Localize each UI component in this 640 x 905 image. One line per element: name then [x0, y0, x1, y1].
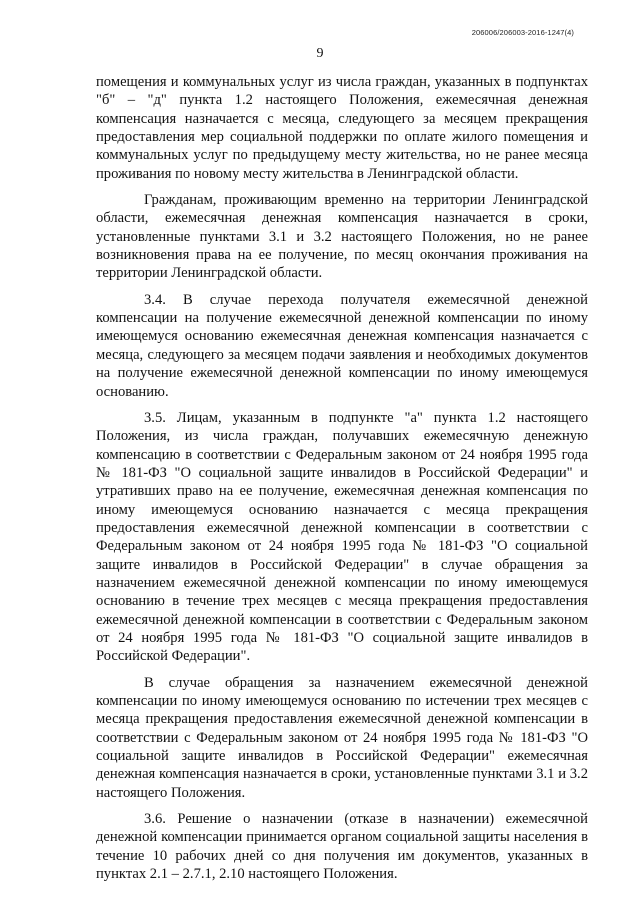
paragraph-3-5: 3.5. Лицам, указанным в подпункте "а" пункта 1.2 настоящего Положения, из числа граждан, получавших ежемесячную денежную компенсацию в соответствии с Федеральным законом от 24 ноября 1995 года № 181-ФЗ "О социальной защите инвалидов в Российской Федерации" и утративших право на ее получение, ежемесячная денежная компенсация по иному имеющемуся основанию назначается с месяца прекращения предоставления ежемесячной денежной компенсации в соответствии с Федеральным законом от 24 ноября 1995 года № 181-ФЗ "О социальной защите инвалидов в Российской Федерации" в случае обращения за назначением ежемесячной денежной компенсации по иному имеющемуся основанию в течение трех месяцев с месяца прекращения предоставления ежемесячной денежной компенсации в соответствии с Федеральным законом от 24 ноября 1995 года № 181-ФЗ "О социальной защите инвалидов в Российской Федерации".	[96, 409, 588, 665]
paragraph-3-6: 3.6. Решение о назначении (отказе в назначении) ежемесячной денежной компенсации принимается органом социальной защиты населения в течение 10 рабочих дней со дня получения им документов, указанных в пунктах 2.1 – 2.7.1, 2.10 настоящего Положения.	[96, 811, 588, 883]
document-body	[96, 73, 588, 891]
paragraph-temporary-residents: Гражданам, проживающим временно на территории Ленинградской области, ежемесячная денежная компенсация назначается в сроки, установленные пунктами 3.1 и 3.2 настоящего Положения, но не ранее возникновения права на ее получение, по месяц окончания проживания на территории Ленинградской области.	[96, 192, 588, 282]
paragraph-3-4: 3.4. В случае перехода получателя ежемесячной денежной компенсации на получение ежемесячной денежной компенсации по иному имеющемуся основанию ежемесячная денежная компенсация назначается с месяца, следующего за месяцем подачи заявления и необходимых документов на получение ежемесячной денежной компенсации по иному имеющемуся основанию.	[96, 291, 588, 400]
document-code: 206006/206003-2016-1247(4)	[471, 28, 574, 37]
paragraph-continuation: помещения и коммунальных услуг из числа граждан, указанных в подпунктах "б" – "д" пункта 1.2 настоящего Положения, ежемесячная денежная компенсация назначается с месяца, следующего за месяцем прекращения предоставления мер социальной поддержки по оплате жилого помещения и коммунальных услуг по предыдущему месту жительства, но не ранее месяца проживания по новому месту жительства в Ленинградской области.	[96, 74, 588, 182]
page-number: 9	[316, 46, 324, 61]
paragraph-3-5-continued: В случае обращения за назначением ежемесячной денежной компенсации по иному имеющемуся основанию по истечении трех месяцев с месяца прекращения предоставления ежемесячной денежной компенсации в соответствии с Федеральным законом от 24 ноября 1995 года № 181-ФЗ "О социальной защите инвалидов в Российской Федерации" ежемесячная денежная компенсация назначается в сроки, установленные пунктами 3.1 и 3.2 настоящего Положения.	[96, 674, 588, 801]
